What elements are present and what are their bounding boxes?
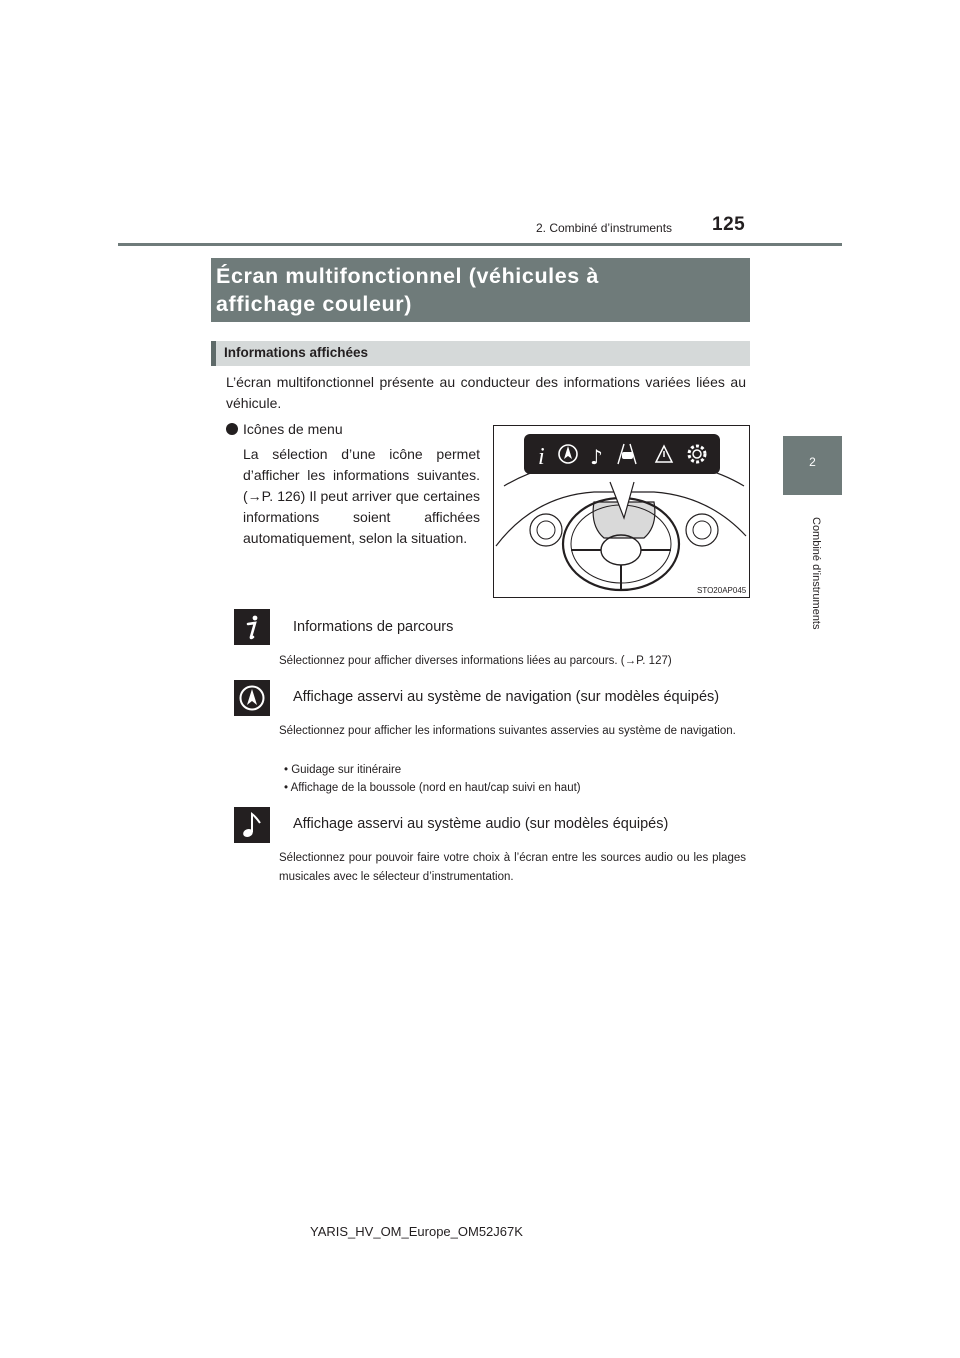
- side-tab-label: Combiné d’instruments: [810, 517, 822, 630]
- list-item: • Affichage de la boussole (nord en haut/cap suivi en haut): [284, 782, 581, 794]
- subsection-title: Informations affichées: [224, 345, 369, 360]
- menu-bullet-label: Icônes de menu: [243, 421, 343, 437]
- entry-desc-audio: Sélectionnez pour pouvoir faire votre choix à l’écran entre les sources audio ou les plages musicales avec le sélecteur d’instrumentation.: [279, 852, 746, 883]
- list-item: • Guidage sur itinéraire: [284, 764, 402, 776]
- dashboard-illustration: [493, 425, 750, 598]
- menu-bullet-desc: La sélection d’une icône permet d’afficher les informations suivantes. (→P. 126) Il peut arriver que certaines informations soient affichées automatiquement, selon la situation.: [243, 446, 480, 546]
- intro-paragraph: L’écran multifonctionnel présente au conducteur des informations variées liées au véhicule.: [226, 374, 746, 411]
- header-rule: [118, 243, 842, 246]
- entry-desc-navigation: Sélectionnez pour afficher les informations suivantes asservies au système de navigation.: [279, 725, 736, 737]
- chapter-title: 2. Combiné d’instruments: [536, 221, 673, 235]
- svg-text:♪: ♪: [590, 445, 603, 469]
- dashboard-drawing: [494, 426, 749, 597]
- section-title: [216, 262, 746, 318]
- section-title-line1: Écran multifonctionnel (véhicules à: [216, 264, 599, 288]
- footer-document-code: YARIS_HV_OM_Europe_OM52J67K: [310, 1224, 523, 1239]
- svg-text:i: i: [538, 444, 545, 470]
- subsection-accent: [211, 341, 216, 366]
- navigation-icon: [234, 680, 270, 716]
- illustration-code: STO20AP045: [697, 586, 747, 595]
- info-icon: [234, 609, 270, 645]
- entry-desc-trip-info: Sélectionnez pour afficher diverses informations liées au parcours. (→P. 127): [279, 655, 672, 667]
- page-number: 125: [712, 214, 746, 235]
- entry-title-trip-info: Informations de parcours: [293, 619, 454, 635]
- entry-title-navigation: Affichage asservi au système de navigation (sur modèles équipés): [293, 689, 720, 705]
- music-note-icon: [234, 807, 270, 843]
- side-tab-number: 2: [809, 455, 816, 469]
- bullet-dot-icon: [226, 423, 238, 435]
- section-title-line2: affichage couleur): [216, 292, 412, 316]
- entry-title-audio: Affichage asservi au système audio (sur modèles équipés): [293, 816, 669, 832]
